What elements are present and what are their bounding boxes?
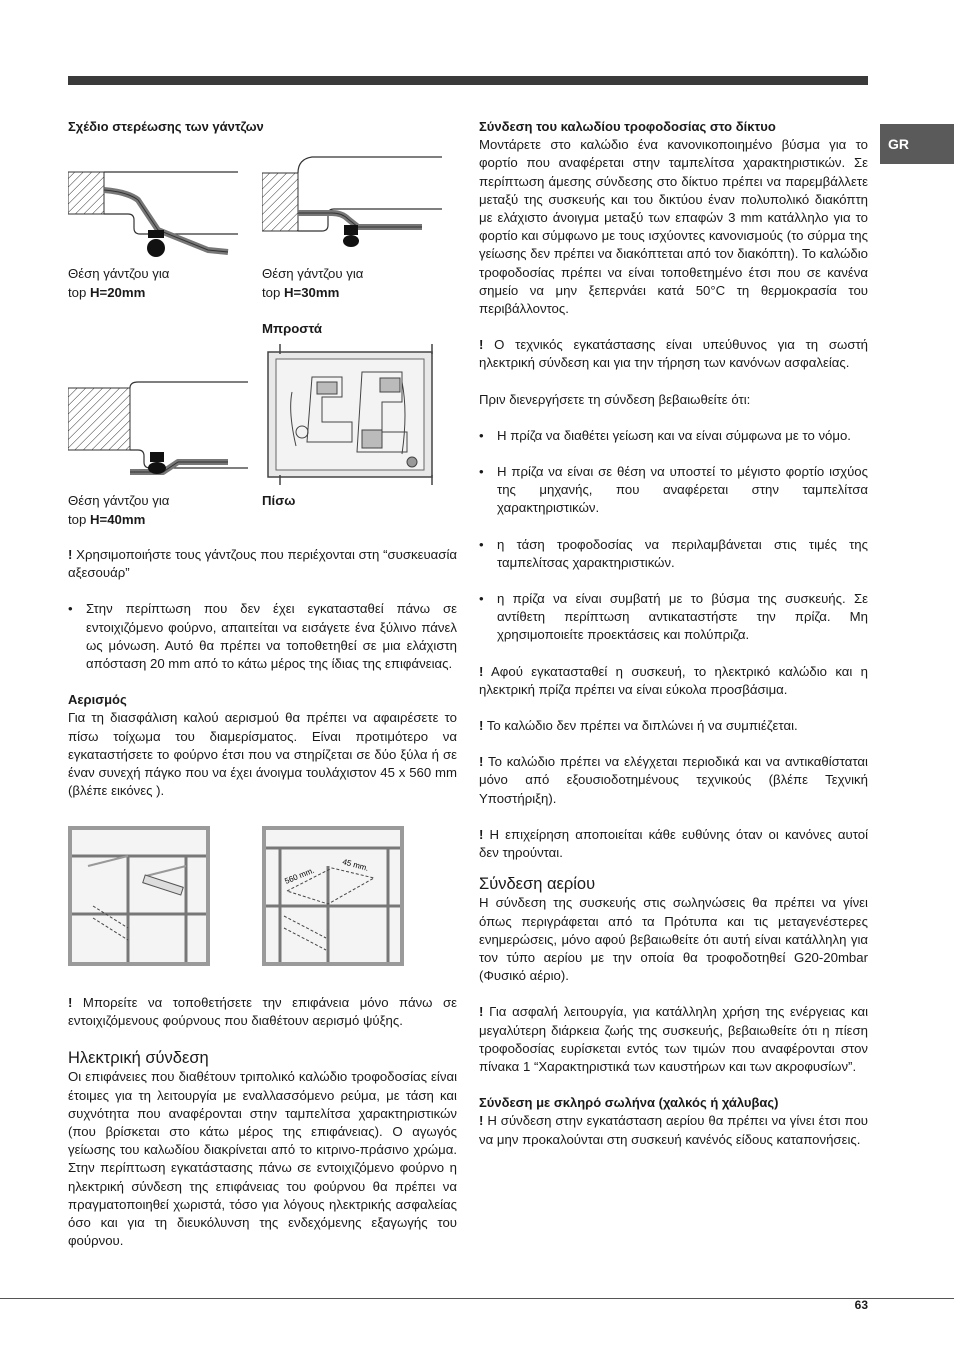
pipe-title: Σύνδεση με σκληρό σωλήνα (χαλκός ή χάλυβας): [479, 1095, 779, 1111]
language-tab: GR: [880, 124, 954, 164]
elec-text: Οι επιφάνειες που διαθέτουν τριπολικό καλώδιο τροφοδοσίας είναι έτοιμες για τη λειτουργία με εναλλασσόμενο ρεύμα, με τάση και συχνότητα που αναφέρονται στην ταμπελίτσα χαρακτηριστικών (που βρίσκεται στο κάτω μέρος της επιφάνειας). Ο αγωγός γείωσης του καλωδίου διακρίνεται από το κιτρινο-πράσινο χρώμα. Στην περίπτωση εγκατάστασης πάνω σε εντοιχιζόμενο φούρνο η ηλεκτρική σύνδεση της επιφάνειας του φούρνου θα πρέπει να πραγματοποιηθεί χωριστά, τόσο για λόγους ηλεκτρικής ασφαλείας όσο και για τη διευκόλυνση της ενδεχόμενης εξαγωγής του φούρνου.: [68, 1069, 457, 1249]
bullet-3: • η τάση τροφοδοσίας να περιλαμβάνεται στις τιμές της ταμπελίτσας χαρακτηριστικών.: [479, 536, 868, 570]
left-lower-text: [68, 546, 457, 800]
gas-title: Σύνδεση αερίου: [479, 875, 596, 894]
bullet-2: • Η πρίζα να είναι σε θέση να υποστεί το μέγιστο φορτίο ισχύος της μηχανής, που αναφέρεται στην ταμπελίτσα χαρακτηριστικών.: [479, 464, 868, 516]
note-check: ! Το καλώδιο πρέπει να ελέγχεται περιοδικά και να αντικαθίσταται μόνο από εξουσιοδοτημένους τεχνικούς (βλέπε Τεχνική Υποστήριξη).: [479, 754, 868, 806]
hook3-caption: Θέση γάντζου για top H=40mm: [68, 493, 170, 527]
vent-figure-1: [68, 826, 210, 966]
note-liability: ! Η επιχείρηση αποποιείται κάθε ευθύνης όταν οι κανόνες αυτοί δεν τηρούνται.: [479, 826, 868, 861]
gas-text: Η σύνδεση της συσκευής στις σωληνώσεις θα πρέπει να γίνει όπως περιγράφεται από τα Πρότυπα και τις μεταγενέστερες ενημερώσεις, μόνο αφού βεβαιωθείτε ότι αυτή είναι κατάλληλη για τον τύπο αερίου με την οποία θα τροφοδοτηθεί G20-20mbar (Φυσικό αέριο).: [479, 895, 868, 984]
bullet-oven: • Στην περίπτωση που δεν έχει εγκατασταθεί πάνω σε εντοιχιζόμενο φούρνο, απαιτείται να εισάγετε ένα ξύλινο πάνελ ως μόνωση. Αυτό θα πρέπει να τοποθετηθεί σε μια ελάχιστη απόσταση 20 mm από το κάτω μέρος της ίδιας της επιφάνειας.: [68, 601, 457, 672]
hob-bottom-view: [262, 342, 442, 487]
note-bend: ! Το καλώδιο δεν πρέπει να διπλώνει ή να συμπιέζεται.: [479, 718, 798, 734]
bullet-4: • η πρίζα να είναι συμβατή με το βύσμα της συσκευής. Σε αντίθετη περίπτωση αντικαταστήστε την πρίζα. Μη χρησιμοποιείτε προεκτάσεις και πολύπριζα.: [479, 591, 868, 643]
back-label: Πίσω: [262, 493, 296, 508]
bullet-1: • Η πρίζα να διαθέτει γείωση και να είναι σύμφωνα με το νόμο.: [479, 427, 851, 443]
dim-560-label: 560 mm.: [283, 865, 316, 886]
footer-rule: [0, 1298, 954, 1299]
cable-title: Σύνδεση του καλωδίου τροφοδοσίας στο δίκτυο: [479, 119, 776, 134]
before-text: Πριν διενεργήσετε τη σύνδεση βεβαιωθείτε ότι:: [479, 391, 751, 407]
cable-text: Μοντάρετε στο καλώδιο ένα κανονικοποιημένο βύσμα για το φορτίο που αναφέρεται στην ταμπελίτσα χαρακτηριστικών. Σε περίπτωση άμεσης σύνδεσης στο δίκτυο πρέπει να παρεμβάλλετε μεταξύ της συσκευής και του δικτύου έναν πολυπολικό διακόπτη με ελάχιστο άνοιγμα μεταξύ των επαφών 3 mm κατάλληλο για το φορτίο και σύμφωνο με τους ισχύοντες κανονισμούς (το σύρμα της γείωσης δεν πρέπει να διακόπτεται από τον διακόπτη). Το καλώδιο τροφοδοσίας πρέπει να είναι τοποθετημένο έτσι που σε κανένα σημείο να μην ξεπερνάει κατά 50°C τη θερμοκρασία του περιβάλλοντος.: [479, 137, 868, 317]
vent-title: Αερισμός: [68, 692, 127, 708]
note-tech: ! Ο τεχνικός εγκατάστασης είναι υπεύθυνος για τη σωστή ηλεκτρική σύνδεση και για την τήρηση των κανόνων ασφαλείας.: [479, 337, 868, 371]
vent-figure-2: [262, 826, 404, 966]
left-column: [68, 118, 457, 136]
note-access: ! Αφού εγκατασταθεί η συσκευή, το ηλεκτρικό καλώδιο και η ηλεκτρική πρίζα πρέπει να είναι εύκολα προσβάσιμα.: [479, 663, 868, 697]
hook1-caption: Θέση γάντζου για top H=20mm: [68, 266, 170, 300]
vent-text: Για τη διασφάλιση καλού αερισμού θα πρέπει να αφαιρέσετε το πίσω τοίχωμα του διαμερίσματος. Είναι προτιμότερο να εγκαταστήσετε το φούρνο έτσι που να στηρίζεται σε δύο ξύλα ή σε έναν συνεχή πάγκο που να έχει άνοιγμα τουλάχιστον 45 x 560 mm (βλέπε εικόνες ).: [68, 710, 457, 799]
left-bottom-text: [68, 994, 457, 1250]
front-label: Μπροστά: [262, 321, 322, 336]
hook-figure-30: [262, 155, 442, 255]
header-rule: [68, 76, 868, 85]
hook-figure-20: [68, 170, 248, 260]
hook-figure-40: [68, 380, 248, 480]
dim-45-label: 45 mm.: [341, 857, 370, 873]
page-number: 63: [854, 1298, 868, 1312]
hooks-title: Σχέδιο στερέωσης των γάντζων: [68, 119, 264, 134]
elec-title: Ηλεκτρική σύνδεση: [68, 1049, 209, 1068]
note-hooks: ! Χρησιμοποιήστε τους γάντζους που περιέχονται στη “συσκευασία αξεσουάρ”: [68, 547, 457, 581]
right-column: [479, 118, 868, 1149]
hook2-caption: Θέση γάντζου για top H=30mm: [262, 266, 364, 300]
note-pipe: ! Η σύνδεση στην εγκατάσταση αερίου θα πρέπει να γίνει έτσι που να μην προκαλούνται στη συσκευή κανένός είδους καταπονήσεις.: [479, 1113, 868, 1147]
note-gas: ! Για ασφαλή λειτουργία, για κατάλληλη χρήση της ενέργειας και μεγαλύτερη διάρκεια ζωής της συσκευής, βεβαιωθείτε ότι η πίεση τροφοδοσίας ευρίσκεται εντός των τιμών που αναφέρονται στον πίνακα 1 “Χαρακτηριστικά των καυστήρων και των ακροφυσίων”.: [479, 1004, 868, 1074]
note-vent: ! Μπορείτε να τοποθετήσετε την επιφάνεια μόνο πάνω σε εντοιχιζόμενους φούρνους που διαθέτουν αερισμό ψύξης.: [68, 995, 457, 1029]
